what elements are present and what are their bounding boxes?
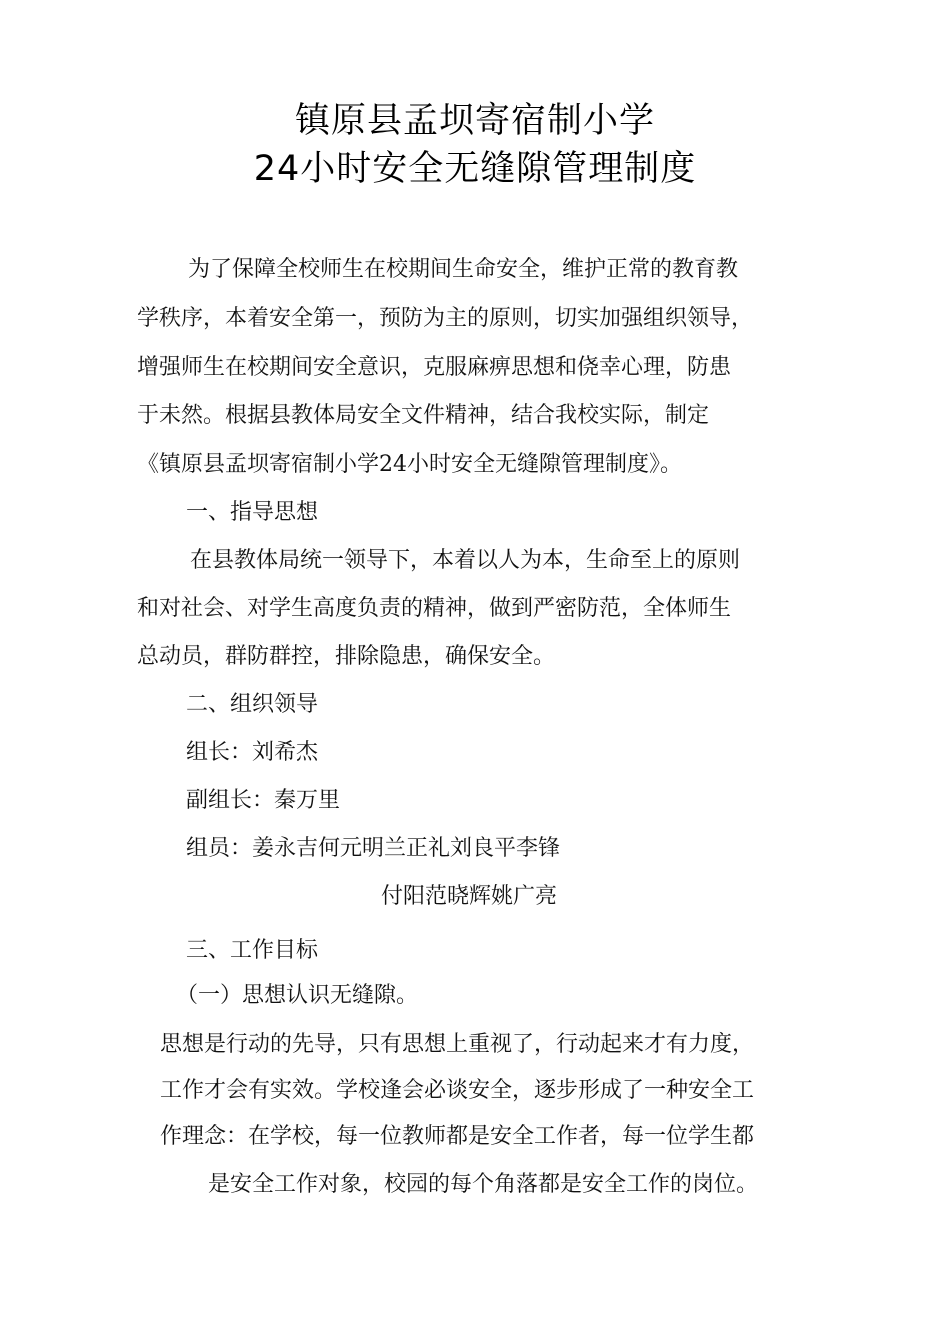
document-title-line2: 24小时安全无缝隙管理制度 xyxy=(253,149,697,189)
section3-heading: 三、工作目标 xyxy=(186,938,319,963)
leader-line: 组长：刘希杰 xyxy=(186,740,319,765)
document-title-line1: 镇原县孟坝寄宿制小学 xyxy=(294,101,655,141)
section2-heading: 二、组织领导 xyxy=(186,692,319,717)
intro-line-4: 于未然。根据县教体局安全文件精神，结合我校实际，制定 xyxy=(137,403,710,428)
section3-sub1-line-4: 是安全工作对象，校园的每个角落都是安全工作的岗位。 xyxy=(208,1172,759,1197)
intro-line-2: 学秩序，本着安全第一，预防为主的原则，切实加强组织领导， xyxy=(137,306,754,331)
section3-sub1-line-3: 作理念：在学校，每一位教师都是安全工作者，每一位学生都 xyxy=(160,1124,755,1149)
intro-line-3: 增强师生在校期间安全意识，克服麻痹思想和侥幸心理，防患 xyxy=(137,355,732,380)
section3-sub1-heading: （一）思想认识无缝隙。 xyxy=(176,983,419,1008)
intro-line-5: 《镇原县孟坝寄宿制小学24小时安全无缝隙管理制度》。 xyxy=(137,452,682,477)
section1-heading: 一、指导思想 xyxy=(186,500,319,525)
members-line-1: 组员：姜永吉何元明兰正礼刘良平李锋 xyxy=(186,836,561,861)
deputy-leader-line: 副组长：秦万里 xyxy=(186,788,341,813)
section3-sub1-line-2: 工作才会有实效。学校逢会必谈安全，逐步形成了一种安全工 xyxy=(160,1078,755,1103)
section3-sub1-line-1: 思想是行动的先导，只有思想上重视了，行动起来才有力度， xyxy=(160,1032,755,1057)
members-line-2: 付阳范晓辉姚广亮 xyxy=(381,884,558,909)
section1-line-1: 在县教体局统一领导下，本着以人为本，生命至上的原则 xyxy=(190,548,741,573)
section1-line-2: 和对社会、对学生高度负责的精神，做到严密防范，全体师生 xyxy=(137,596,732,621)
section1-line-3: 总动员，群防群控，排除隐患，确保安全。 xyxy=(137,644,556,669)
intro-line-1: 为了保障全校师生在校期间生命安全，维护正常的教育教 xyxy=(188,257,739,282)
